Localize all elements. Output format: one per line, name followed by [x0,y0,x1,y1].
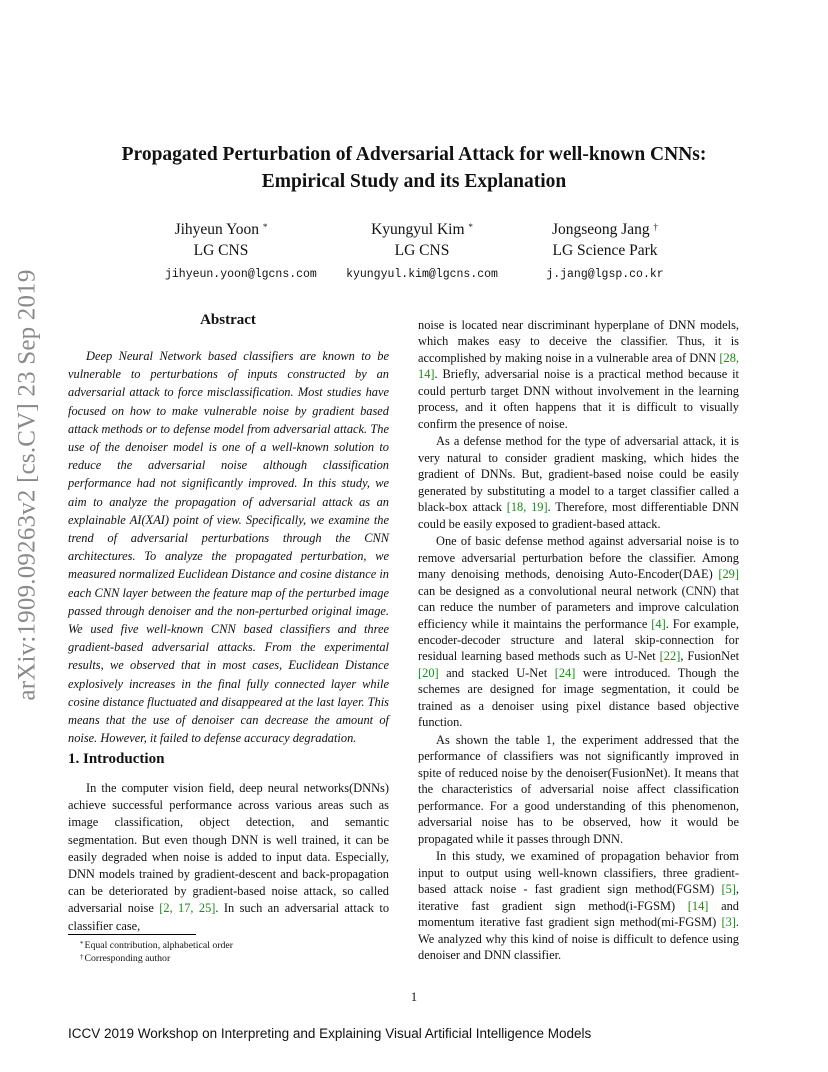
paragraph [418,433,739,532]
author-block-3 [530,219,680,285]
author-name: Jongseong Jang [551,221,650,238]
footnote-2 [80,952,170,965]
paragraph-text: . For example, encoder-decoder structure and lateral skip-connection for residual learning based methods such as U-Net [418,616,739,664]
intro-tail: . In such an adversarial attack to classifier case, [68,901,390,933]
author-block-1 [165,219,317,285]
author-email: j.jang@lgsp.co.kr [546,268,664,281]
abstract-text: Deep Neural Network based classifiers are known to be vulnerable to perturbations of inputs constructed by an adversarial attack to force misclassification. Most studies have focused on how to make vulnerable noise by gradient based attack methods or to defense model from adversarial attack. The use of the denoiser model is one of a well-known solution to reduce the adversarial noise although classification performance had not significantly improved. In this study, we aim to analyze the propagation of adversarial attack as an explainable AI(XAI) point of view. Specifically, we examine the trend of adversarial perturbations through the CNN architectures. To analyze the propagated perturbation, we measured normalized Euclidean Distance and cosine distance in each CNN layer between the feature map of the perturbed image passed through denoiser and the non-perturbed original image. We used five well-known CNN based classifiers and three gradient-based adversarial attacks. From the experimental results, we observed that in most cases, Euclidean Distance explosively increases in the final fully connected layer while cosine distance fluctuated and disappeared at the last layer. This means that the use of denoiser can decrease the amount of noise. However, it failed to defense accuracy degradation. [68,349,389,746]
author-affiliation: LG Science Park [552,242,658,259]
paragraph [418,317,739,432]
footnote-text: Corresponding author [84,953,171,964]
footnote-1 [80,939,233,952]
citation-link[interactable]: [14] [687,898,709,913]
paragraph-text: In this study, we examined of propagation behavior from input to output using well-known classifiers, three gradient-based attack noise - fast gradient sign method(FGSM) [418,849,739,897]
paragraph-text: were introduced. Though the schemes are designed for image segmentation, it could be trained as a denoiser using pixel distance based objective function. [418,665,739,730]
abstract-heading: Abstract [200,312,256,328]
author-email: kyungyul.kim@lgcns.com [346,268,498,281]
title-line-1: Propagated Perturbation of Adversarial Attack for well-known CNNs: [121,144,707,165]
author-mark: * [262,222,268,232]
citation-link[interactable]: [20] [418,665,439,680]
author-mark: † [653,222,659,232]
paragraph [418,848,739,963]
arxiv-id: arXiv:1909.09263v2 [cs.CV] 23 Sep 2019 [14,269,42,701]
paragraph-text: , iterative fast gradient sign method(i-FGSM) [418,882,739,913]
author-affiliation: LG CNS [394,242,450,259]
author-mark: * [468,222,473,232]
citation-link[interactable]: [28, 14] [418,350,739,382]
page-number: 1 [410,990,418,1004]
footnote-rule [68,934,196,935]
arxiv-stamp [8,269,48,701]
citation-link[interactable]: [22] [659,649,681,664]
paragraph-text: One of basic defense method against adversarial noise is to remove adversarial perturbation before the classifier. Among many denoising methods, denoising Auto-Encoder(DAE) [418,534,739,582]
citation-link[interactable]: [24] [554,665,576,680]
paragraph-text: can be designed as a convolutional neural network (CNN) that can reduce the number of parameters and improve calculation efficiency while it maintains the performance [418,583,739,631]
author-email: jihyeun.yoon@lgcns.com [165,268,317,281]
footnote-mark: † [80,953,84,961]
paragraph-text: . Therefore, most differentiable DNN could be easily exposed to gradient-based attack. [418,500,739,531]
citation-link[interactable]: [4] [651,616,666,631]
citation-link[interactable]: [18, 19] [506,500,548,515]
title-line-2: Empirical Study and its Explanation [261,171,567,192]
footnote-mark: * [80,940,84,948]
citation-link[interactable]: [3] [721,915,736,930]
venue-footer: ICCV 2019 Workshop on Interpreting and Explaining Visual Artificial Intelligence Models [68,1026,592,1041]
paragraph [418,732,739,847]
paragraph [418,533,739,730]
paragraph-text: and stacked U-Net [438,665,555,680]
citation-link[interactable]: [5] [721,882,736,897]
citation-link[interactable]: [2, 17, 25] [159,901,216,916]
paragraph-text: noise is located near discriminant hyperplane of DNN models, which makes easy to deceive the classifier. Thus, it is accomplished by making noise in a vulnerable area of DNN [418,318,739,365]
intro-paragraph [68,780,389,935]
author-name: Kyungyul Kim [371,221,465,238]
citation-link[interactable]: [29] [718,567,739,582]
paragraph-text: . Briefly, adversarial noise is a practical method because it could perturb target DNN without involvement in the learning process, and it often happens that it is difficult to visually confirm the presence of noise. [418,367,739,431]
right-column [418,317,739,965]
paragraph-text: As a defense method for the type of adversarial attack, it is very natural to consider gradient masking, which hides the gradient of DNNs. But, gradient-based noise could be easily generated by substituting a model to a target classifier called a black-box attack [418,434,739,515]
paragraph-text: and momentum iterative fast gradient sign method(mi-FGSM) [418,898,739,930]
author-name: Jihyeun Yoon [174,221,260,238]
intro-text: In the computer vision field, deep neural networks(DNNs) achieve successful performance across various areas such as image classification, object detection, and semantic segmentation. But even though DNN is well trained, it can be easily degraded when noise is added to input data. Especially, DNN models trained by gradient-descent and back-propagation can be deteriorated by gradient-based noise attack, so called adversarial noise [68,781,389,916]
author-block-2 [338,219,506,285]
author-affiliation: LG CNS [193,242,249,259]
section-heading: 1. Introduction [68,751,165,767]
paragraph-text: As shown the table 1, the experiment addressed that the performance of classifiers was not significantly improved in spite of reduced noise by the denoiser(FusionNet). It means that the characteristics of adversarial noise affect classification performance. For a good understanding of this phenomenon, adversarial noise has to be observed, how it would be propagated while it passes through DNN. [418,732,739,846]
paper-title [90,141,738,195]
paragraph-text: , FusionNet [680,649,740,664]
paragraph-text: . We analyzed why this kind of noise is difficult to defence using denoiser and DNN classifier. [418,915,739,962]
footnote-text: Equal contribution, alphabetical order [84,940,234,951]
